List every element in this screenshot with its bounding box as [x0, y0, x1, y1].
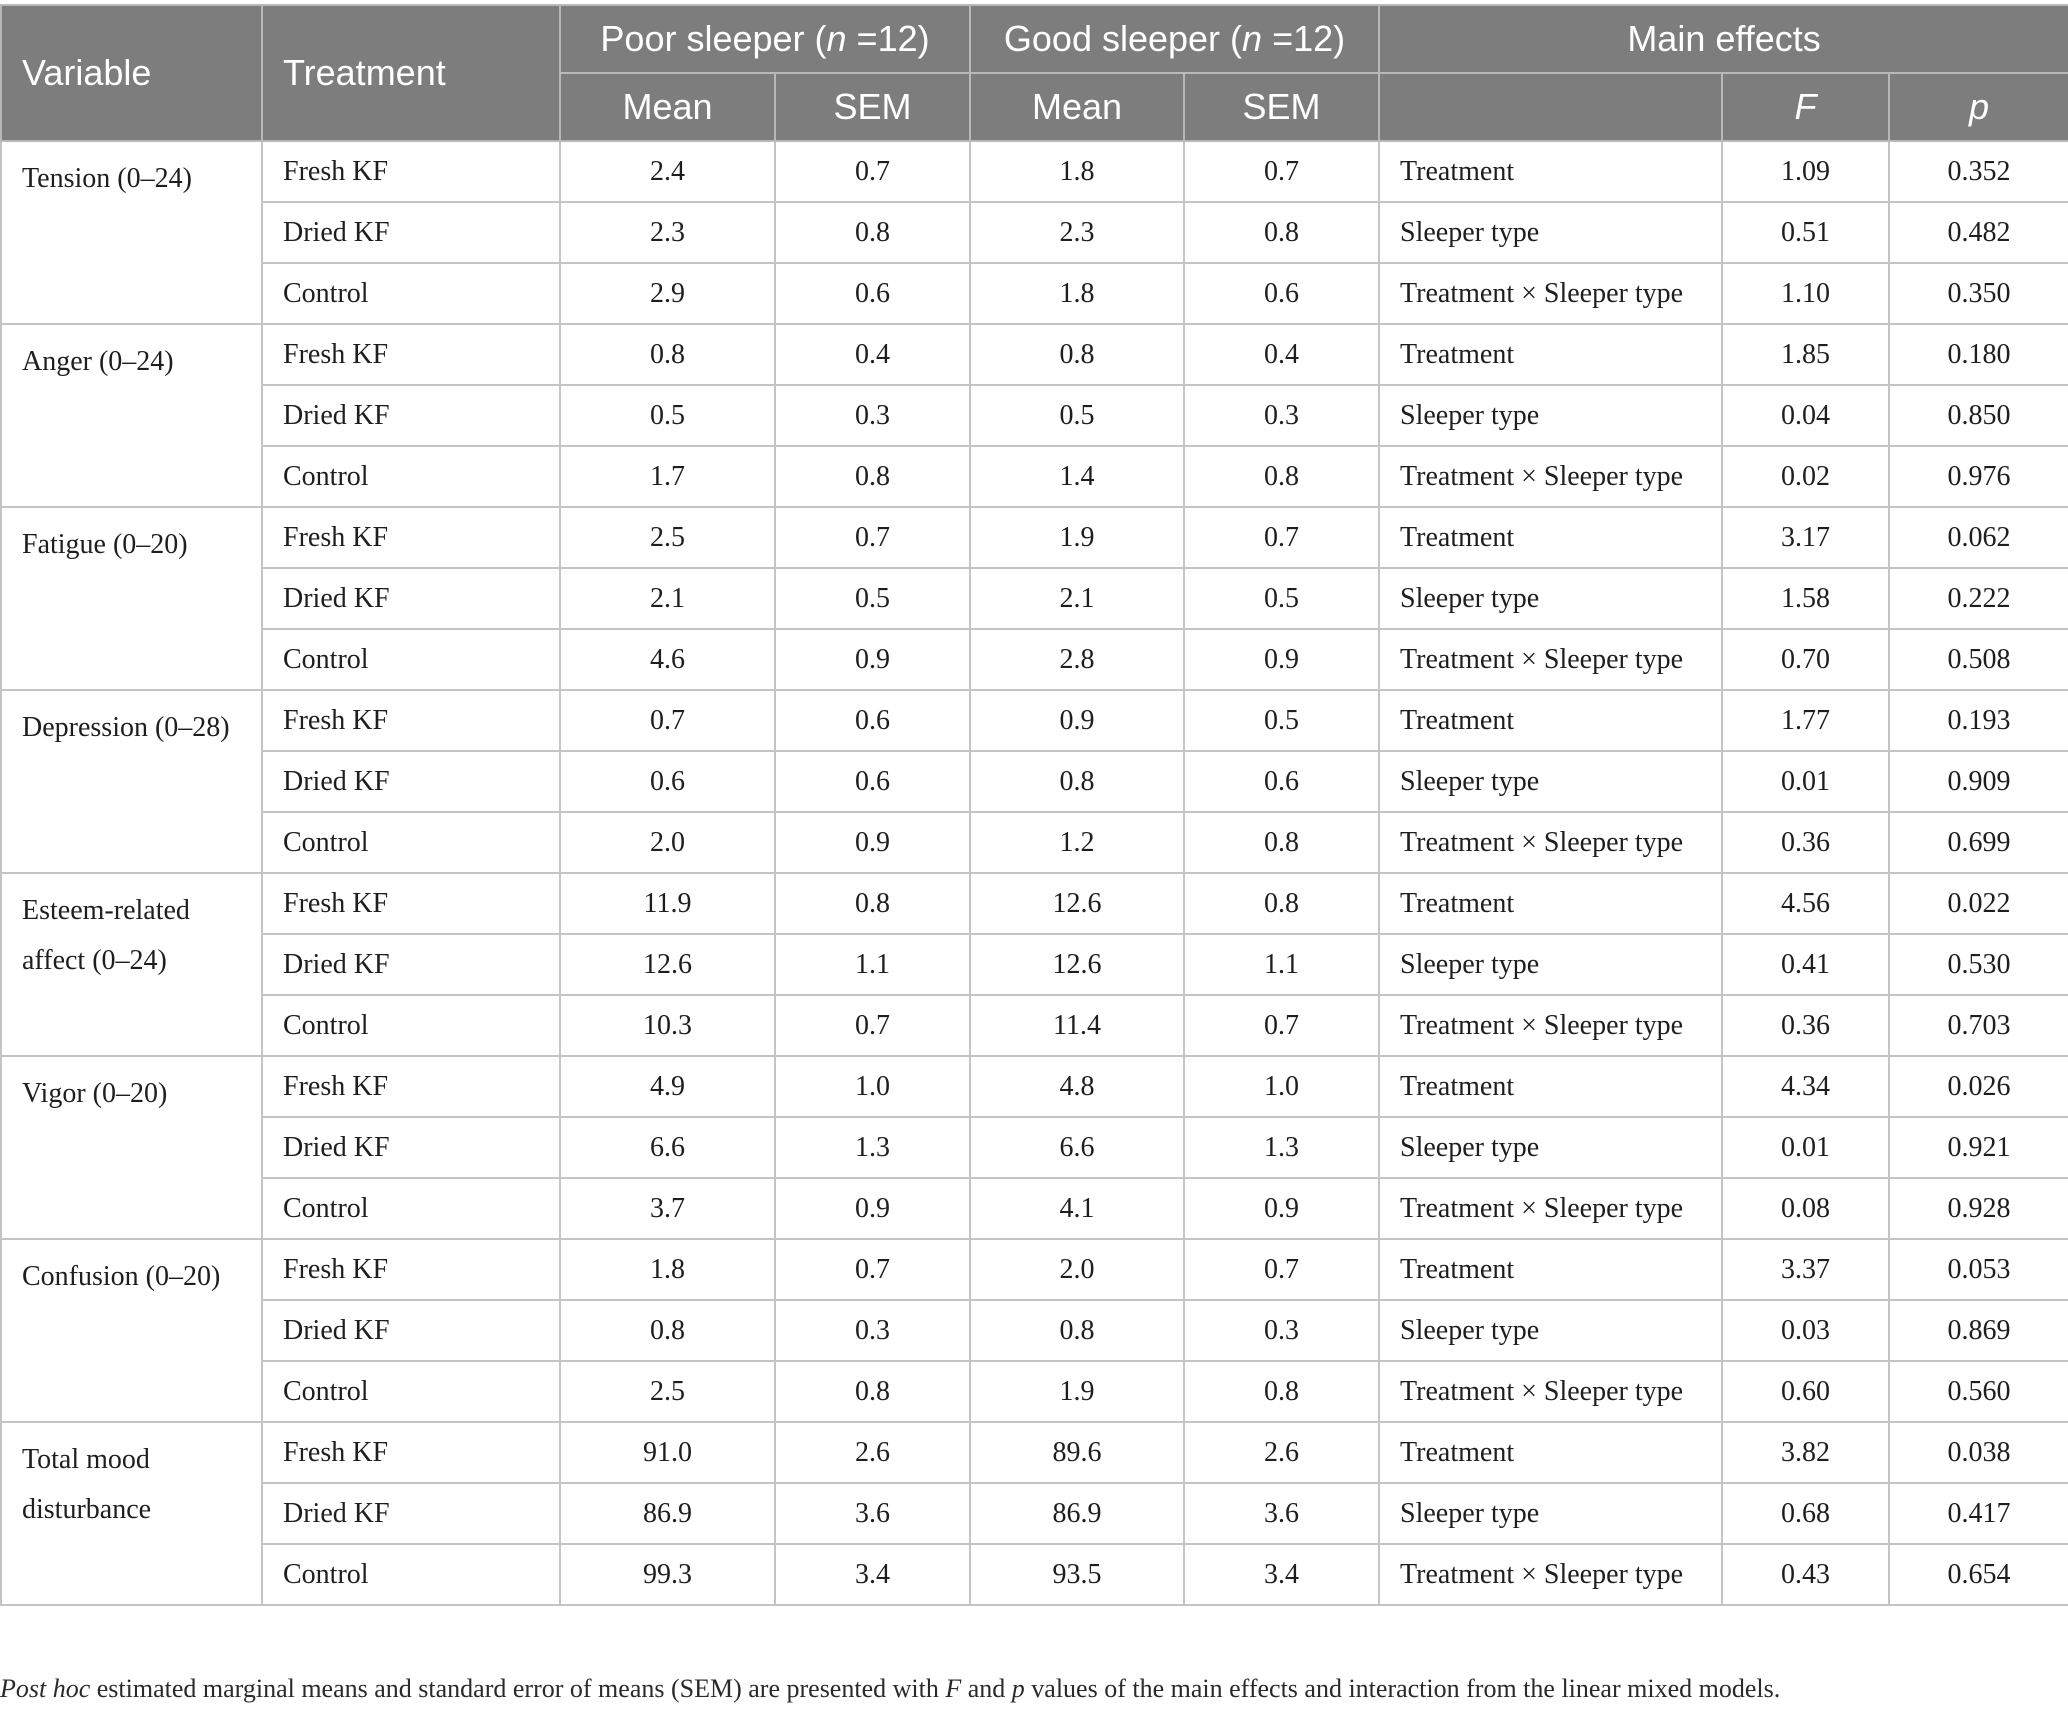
f-value-cell: 0.36: [1722, 995, 1889, 1056]
f-value-cell: 0.51: [1722, 202, 1889, 263]
poor-mean-cell: 6.6: [560, 1117, 775, 1178]
poor-mean-cell: 86.9: [560, 1483, 775, 1544]
f-value-cell: 3.82: [1722, 1422, 1889, 1483]
good-sem-cell: 0.7: [1184, 1239, 1379, 1300]
good-sem-cell: 0.8: [1184, 812, 1379, 873]
effect-cell: Sleeper type: [1379, 202, 1722, 263]
poor-mean-cell: 2.0: [560, 812, 775, 873]
treatment-cell: Dried KF: [262, 751, 560, 812]
good-mean-cell: 89.6: [970, 1422, 1184, 1483]
p-value-cell: 0.180: [1889, 324, 2068, 385]
poor-sem-cell: 0.7: [775, 507, 970, 568]
effect-cell: Sleeper type: [1379, 1483, 1722, 1544]
table-row: [1, 995, 2068, 1056]
good-sem-cell: 0.3: [1184, 1300, 1379, 1361]
table-row: [1, 1300, 2068, 1361]
good-sem-cell: 0.5: [1184, 568, 1379, 629]
treatment-cell: Fresh KF: [262, 873, 560, 934]
treatment-cell: Control: [262, 629, 560, 690]
header-f: F: [1722, 73, 1889, 141]
poor-sem-cell: 0.6: [775, 690, 970, 751]
good-sem-cell: 0.3: [1184, 385, 1379, 446]
good-sem-cell: 0.8: [1184, 1361, 1379, 1422]
good-sem-cell: 0.7: [1184, 141, 1379, 202]
good-mean-cell: 12.6: [970, 873, 1184, 934]
effect-cell: Sleeper type: [1379, 1300, 1722, 1361]
p-value-cell: 0.482: [1889, 202, 2068, 263]
f-value-cell: 0.41: [1722, 934, 1889, 995]
variable-cell: [1, 1239, 262, 1422]
table-row: [1, 1178, 2068, 1239]
variable-name-line: Fatigue (0–20): [22, 529, 188, 560]
f-value-cell: 1.58: [1722, 568, 1889, 629]
good-sem-cell: 0.7: [1184, 507, 1379, 568]
header-effect: [1379, 73, 1722, 141]
poor-sem-cell: 0.6: [775, 751, 970, 812]
treatment-cell: Control: [262, 446, 560, 507]
poor-mean-cell: 12.6: [560, 934, 775, 995]
good-sem-cell: 0.6: [1184, 751, 1379, 812]
table-row: [1, 751, 2068, 812]
table-row: [1, 568, 2068, 629]
effect-cell: Treatment × Sleeper type: [1379, 446, 1722, 507]
table-row: [1, 202, 2068, 263]
good-mean-cell: 2.1: [970, 568, 1184, 629]
good-mean-cell: 1.4: [970, 446, 1184, 507]
good-sem-cell: 0.8: [1184, 446, 1379, 507]
good-mean-cell: 4.1: [970, 1178, 1184, 1239]
f-value-cell: 0.02: [1722, 446, 1889, 507]
variable-cell: [1, 1422, 262, 1605]
effect-cell: Treatment: [1379, 1056, 1722, 1117]
poor-sem-cell: 0.4: [775, 324, 970, 385]
results-table: [0, 4, 2068, 1606]
poor-sem-cell: 0.7: [775, 141, 970, 202]
good-mean-cell: 1.9: [970, 507, 1184, 568]
treatment-cell: Dried KF: [262, 202, 560, 263]
p-value-cell: 0.909: [1889, 751, 2068, 812]
effect-cell: Treatment × Sleeper type: [1379, 1178, 1722, 1239]
table-row: [1, 934, 2068, 995]
poor-mean-cell: 11.9: [560, 873, 775, 934]
poor-sem-cell: 0.9: [775, 629, 970, 690]
header-poor-sem: SEM: [775, 73, 970, 141]
f-value-cell: 0.36: [1722, 812, 1889, 873]
f-value-cell: 1.10: [1722, 263, 1889, 324]
poor-sem-cell: 0.3: [775, 1300, 970, 1361]
poor-sem-cell: 0.8: [775, 446, 970, 507]
variable-name-line: Tension (0–24): [22, 163, 192, 194]
variable-name-line: Depression (0–28): [22, 712, 230, 743]
f-value-cell: 0.70: [1722, 629, 1889, 690]
poor-mean-cell: 2.5: [560, 507, 775, 568]
variable-cell: [1, 873, 262, 1056]
p-value-cell: 0.350: [1889, 263, 2068, 324]
p-value-cell: 0.560: [1889, 1361, 2068, 1422]
good-sem-cell: 3.4: [1184, 1544, 1379, 1605]
variable-cell: [1, 324, 262, 507]
header-main-effects: Main effects: [1379, 5, 2068, 73]
p-value-cell: 0.508: [1889, 629, 2068, 690]
variable-name-line: Total mood: [22, 1444, 150, 1475]
poor-sem-cell: 0.8: [775, 202, 970, 263]
treatment-cell: Control: [262, 1178, 560, 1239]
good-sem-cell: 0.8: [1184, 873, 1379, 934]
table-row: [1, 1056, 2068, 1117]
p-value-cell: 0.193: [1889, 690, 2068, 751]
poor-sem-cell: 3.4: [775, 1544, 970, 1605]
good-sem-cell: 0.4: [1184, 324, 1379, 385]
p-value-cell: 0.417: [1889, 1483, 2068, 1544]
good-sem-cell: 0.6: [1184, 263, 1379, 324]
p-value-cell: 0.022: [1889, 873, 2068, 934]
treatment-cell: Fresh KF: [262, 507, 560, 568]
poor-sem-cell: 0.7: [775, 995, 970, 1056]
f-value-cell: 3.37: [1722, 1239, 1889, 1300]
p-value-cell: 0.869: [1889, 1300, 2068, 1361]
p-value-cell: 0.352: [1889, 141, 2068, 202]
f-value-cell: 0.43: [1722, 1544, 1889, 1605]
p-value-cell: 0.850: [1889, 385, 2068, 446]
header-poor-mean: Mean: [560, 73, 775, 141]
effect-cell: Treatment: [1379, 1422, 1722, 1483]
treatment-cell: Fresh KF: [262, 1239, 560, 1300]
treatment-cell: Fresh KF: [262, 690, 560, 751]
table-row: [1, 507, 2068, 568]
table-row: [1, 1117, 2068, 1178]
treatment-cell: Control: [262, 1361, 560, 1422]
poor-mean-cell: 0.5: [560, 385, 775, 446]
good-sem-cell: 3.6: [1184, 1483, 1379, 1544]
poor-mean-cell: 2.9: [560, 263, 775, 324]
poor-mean-cell: 0.6: [560, 751, 775, 812]
good-sem-cell: 2.6: [1184, 1422, 1379, 1483]
poor-mean-cell: 1.8: [560, 1239, 775, 1300]
poor-sem-cell: 0.9: [775, 1178, 970, 1239]
f-value-cell: 0.04: [1722, 385, 1889, 446]
poor-sem-cell: 1.0: [775, 1056, 970, 1117]
poor-mean-cell: 0.8: [560, 1300, 775, 1361]
header-p: p: [1889, 73, 2068, 141]
table-row: [1, 324, 2068, 385]
table-row: [1, 690, 2068, 751]
f-value-cell: 0.01: [1722, 751, 1889, 812]
effect-cell: Treatment: [1379, 690, 1722, 751]
variable-name-line: affect (0–24): [22, 945, 167, 976]
effect-cell: Treatment: [1379, 1239, 1722, 1300]
p-value-cell: 0.530: [1889, 934, 2068, 995]
treatment-cell: Fresh KF: [262, 1056, 560, 1117]
treatment-cell: Fresh KF: [262, 324, 560, 385]
poor-mean-cell: 2.1: [560, 568, 775, 629]
poor-sem-cell: 3.6: [775, 1483, 970, 1544]
table-row: [1, 385, 2068, 446]
effect-cell: Treatment: [1379, 507, 1722, 568]
treatment-cell: Fresh KF: [262, 141, 560, 202]
good-mean-cell: 12.6: [970, 934, 1184, 995]
p-value-cell: 0.038: [1889, 1422, 2068, 1483]
effect-cell: Treatment × Sleeper type: [1379, 629, 1722, 690]
poor-sem-cell: 0.5: [775, 568, 970, 629]
f-value-cell: 0.68: [1722, 1483, 1889, 1544]
p-value-cell: 0.026: [1889, 1056, 2068, 1117]
good-sem-cell: 0.5: [1184, 690, 1379, 751]
poor-mean-cell: 1.7: [560, 446, 775, 507]
p-value-cell: 0.928: [1889, 1178, 2068, 1239]
f-value-cell: 4.56: [1722, 873, 1889, 934]
effect-cell: Treatment × Sleeper type: [1379, 1361, 1722, 1422]
poor-mean-cell: 0.7: [560, 690, 775, 751]
table-row: [1, 1361, 2068, 1422]
good-mean-cell: 1.8: [970, 141, 1184, 202]
poor-mean-cell: 2.5: [560, 1361, 775, 1422]
treatment-cell: Dried KF: [262, 1117, 560, 1178]
table-row: [1, 446, 2068, 507]
treatment-cell: Control: [262, 995, 560, 1056]
p-value-cell: 0.976: [1889, 446, 2068, 507]
good-mean-cell: 93.5: [970, 1544, 1184, 1605]
poor-mean-cell: 2.3: [560, 202, 775, 263]
variable-name-line: Anger (0–24): [22, 346, 174, 377]
f-value-cell: 0.01: [1722, 1117, 1889, 1178]
poor-mean-cell: 99.3: [560, 1544, 775, 1605]
f-value-cell: 0.60: [1722, 1361, 1889, 1422]
poor-sem-cell: 0.8: [775, 873, 970, 934]
p-value-cell: 0.053: [1889, 1239, 2068, 1300]
f-value-cell: 3.17: [1722, 507, 1889, 568]
effect-cell: Sleeper type: [1379, 568, 1722, 629]
good-sem-cell: 0.9: [1184, 1178, 1379, 1239]
effect-cell: Sleeper type: [1379, 751, 1722, 812]
treatment-cell: Dried KF: [262, 385, 560, 446]
poor-mean-cell: 10.3: [560, 995, 775, 1056]
good-mean-cell: 11.4: [970, 995, 1184, 1056]
good-mean-cell: 2.8: [970, 629, 1184, 690]
effect-cell: Treatment: [1379, 324, 1722, 385]
variable-cell: [1, 690, 262, 873]
p-value-cell: 0.699: [1889, 812, 2068, 873]
effect-cell: Treatment × Sleeper type: [1379, 812, 1722, 873]
effect-cell: Treatment × Sleeper type: [1379, 1544, 1722, 1605]
poor-sem-cell: 2.6: [775, 1422, 970, 1483]
variable-name-line: Vigor (0–20): [22, 1078, 168, 1109]
good-mean-cell: 0.8: [970, 1300, 1184, 1361]
good-mean-cell: 0.5: [970, 385, 1184, 446]
poor-mean-cell: 4.9: [560, 1056, 775, 1117]
table-row: [1, 263, 2068, 324]
good-sem-cell: 0.8: [1184, 202, 1379, 263]
table-row: [1, 141, 2068, 202]
header-good-sem: SEM: [1184, 73, 1379, 141]
header-variable: Variable: [1, 5, 262, 141]
variable-cell: [1, 507, 262, 690]
table-row: [1, 1544, 2068, 1605]
treatment-cell: Dried KF: [262, 568, 560, 629]
poor-sem-cell: 0.8: [775, 1361, 970, 1422]
table-footnote: Post hoc estimated marginal means and standard error of means (SEM) are presented with F and p values of the main effects and interaction from the linear mixed models.: [0, 1674, 1781, 1703]
good-mean-cell: 86.9: [970, 1483, 1184, 1544]
poor-sem-cell: 1.3: [775, 1117, 970, 1178]
f-value-cell: 1.09: [1722, 141, 1889, 202]
variable-cell: [1, 1056, 262, 1239]
p-value-cell: 0.703: [1889, 995, 2068, 1056]
p-value-cell: 0.921: [1889, 1117, 2068, 1178]
treatment-cell: Control: [262, 1544, 560, 1605]
good-mean-cell: 2.0: [970, 1239, 1184, 1300]
variable-cell: [1, 141, 262, 324]
poor-sem-cell: 0.6: [775, 263, 970, 324]
poor-mean-cell: 2.4: [560, 141, 775, 202]
good-mean-cell: 2.3: [970, 202, 1184, 263]
p-value-cell: 0.654: [1889, 1544, 2068, 1605]
good-mean-cell: 0.8: [970, 751, 1184, 812]
poor-sem-cell: 0.9: [775, 812, 970, 873]
good-mean-cell: 0.9: [970, 690, 1184, 751]
treatment-cell: Dried KF: [262, 1300, 560, 1361]
table-header: [1, 5, 2068, 141]
header-good-mean: Mean: [970, 73, 1184, 141]
header-poor-sleeper: Poor sleeper (n =12): [560, 5, 970, 73]
poor-mean-cell: 0.8: [560, 324, 775, 385]
good-mean-cell: 1.2: [970, 812, 1184, 873]
treatment-cell: Fresh KF: [262, 1422, 560, 1483]
good-sem-cell: 1.3: [1184, 1117, 1379, 1178]
f-value-cell: 0.03: [1722, 1300, 1889, 1361]
poor-mean-cell: 3.7: [560, 1178, 775, 1239]
p-value-cell: 0.062: [1889, 507, 2068, 568]
treatment-cell: Dried KF: [262, 1483, 560, 1544]
f-value-cell: 4.34: [1722, 1056, 1889, 1117]
effect-cell: Treatment × Sleeper type: [1379, 995, 1722, 1056]
f-value-cell: 1.85: [1722, 324, 1889, 385]
variable-name-line: Confusion (0–20): [22, 1261, 221, 1292]
variable-name-line: disturbance: [22, 1494, 152, 1525]
f-value-cell: 0.08: [1722, 1178, 1889, 1239]
table-row: [1, 1483, 2068, 1544]
treatment-cell: Dried KF: [262, 934, 560, 995]
header-good-sleeper: Good sleeper (n =12): [970, 5, 1379, 73]
effect-cell: Treatment × Sleeper type: [1379, 263, 1722, 324]
header-treatment: Treatment: [262, 5, 560, 141]
good-sem-cell: 1.0: [1184, 1056, 1379, 1117]
good-mean-cell: 6.6: [970, 1117, 1184, 1178]
effect-cell: Treatment: [1379, 141, 1722, 202]
good-mean-cell: 0.8: [970, 324, 1184, 385]
poor-mean-cell: 91.0: [560, 1422, 775, 1483]
good-sem-cell: 0.9: [1184, 629, 1379, 690]
table-row: [1, 1422, 2068, 1483]
good-mean-cell: 1.8: [970, 263, 1184, 324]
table-row: [1, 812, 2068, 873]
effect-cell: Treatment: [1379, 873, 1722, 934]
effect-cell: Sleeper type: [1379, 385, 1722, 446]
p-value-cell: 0.222: [1889, 568, 2068, 629]
variable-name-line: Esteem-related: [22, 895, 190, 926]
poor-sem-cell: 0.7: [775, 1239, 970, 1300]
good-sem-cell: 0.7: [1184, 995, 1379, 1056]
good-sem-cell: 1.1: [1184, 934, 1379, 995]
poor-mean-cell: 4.6: [560, 629, 775, 690]
table-row: [1, 629, 2068, 690]
effect-cell: Sleeper type: [1379, 934, 1722, 995]
treatment-cell: Control: [262, 812, 560, 873]
effect-cell: Sleeper type: [1379, 1117, 1722, 1178]
good-mean-cell: 1.9: [970, 1361, 1184, 1422]
f-value-cell: 1.77: [1722, 690, 1889, 751]
table-row: [1, 1239, 2068, 1300]
table-row: [1, 873, 2068, 934]
table-body: [1, 141, 2068, 1605]
poor-sem-cell: 1.1: [775, 934, 970, 995]
poor-sem-cell: 0.3: [775, 385, 970, 446]
treatment-cell: Control: [262, 263, 560, 324]
good-mean-cell: 4.8: [970, 1056, 1184, 1117]
